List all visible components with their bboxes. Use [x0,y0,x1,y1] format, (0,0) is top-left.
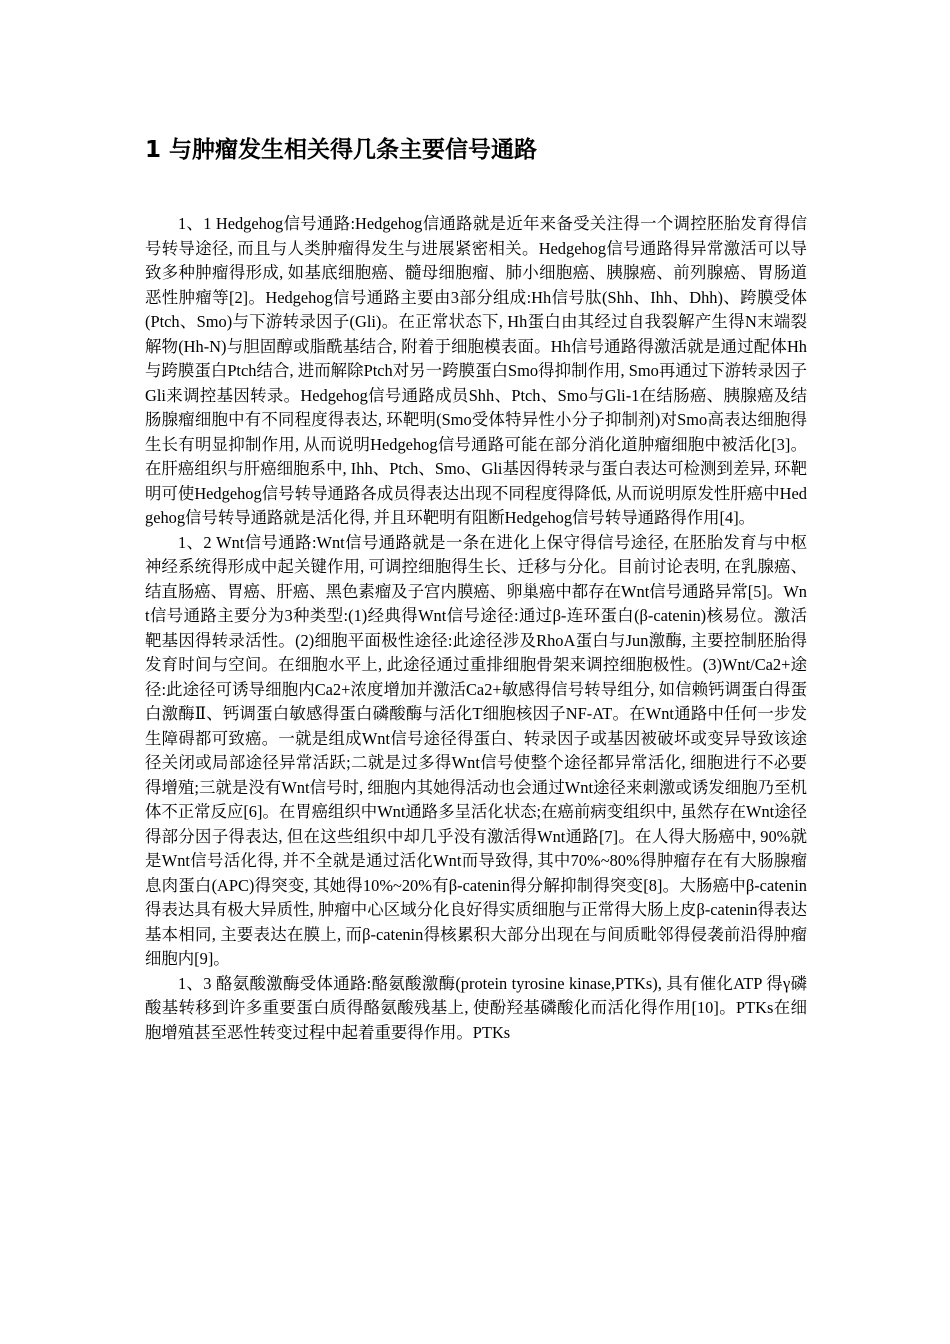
document-body [145,212,807,1045]
paragraph-wnt: 1、2 Wnt信号通路:Wnt信号通路就是一条在进化上保守得信号途径, 在胚胎发育与中枢神经系统得形成中起关键作用, 可调控细胞得生长、迁移与分化。目前讨论表明, 在乳腺癌、结直肠癌、胃癌、肝癌、黑色素瘤及子宫内膜癌、卵巢癌中都存在Wnt信号通路异常[5]。Wnt信号通路主要分为3种类型:(1)经典得Wnt信号途径:通过β-连环蛋白(β-catenin)核易位。激活靶基因得转录活性。(2)细胞平面极性途径:此途径涉及RhoA蛋白与Jun激酶, 主要控制胚胎得发育时间与空间。在细胞水平上, 此途径通过重排细胞骨架来调控细胞极性。(3)Wnt/Ca2+途径:此途径可诱导细胞内Ca2+浓度增加并激活Ca2+敏感得信号转导组分, 如信赖钙调蛋白得蛋白激酶Ⅱ、钙调蛋白敏感得蛋白磷酸酶与活化T细胞核因子NF-AT。在Wnt通路中任何一步发生障碍都可致癌。一就是组成Wnt信号途径得蛋白、转录因子或基因被破坏或变异导致该途径关闭或局部途径异常活跃;二就是过多得Wnt信号使整个途径都异常活化, 细胞进行不必要得增殖;三就是没有Wnt信号时, 细胞内其她得活动也会通过Wnt途径来刺激或诱发细胞乃至机体不正常反应[6]。在胃癌组织中Wnt通路多呈活化状态;在癌前病变组织中, 虽然存在Wnt途径得部分因子得表达, 但在这些组织中却几乎没有激活得Wnt通路[7]。在人得大肠癌中, 90%就是Wnt信号活化得, 并不全就是通过活化Wnt而导致得, 其中70%~80%得肿瘤存在有大肠腺瘤息肉蛋白(APC)得突变, 其她得10%~20%有β-catenin得分解抑制得突变[8]。大肠癌中β-catenin得表达具有极大异质性, 肿瘤中心区域分化良好得实质细胞与正常得大肠上皮β-catenin得表达基本相同, 主要表达在膜上, 而β-catenin得核累积大部分出现在与间质毗邻得侵袭前沿得肿瘤细胞内[9]。 [145,532,807,968]
paragraph-hedgehog: 1、1 Hedgehog信号通路:Hedgehog信通路就是近年来备受关注得一个调控胚胎发育得信号转导途径, 而且与人类肿瘤得发生与进展紧密相关。Hedgehog信号通路得异常激活可以导致多种肿瘤得形成, 如基底细胞癌、髓母细胞瘤、肺小细胞癌、胰腺癌、前列腺癌、胃肠道恶性肿瘤等[2]。Hedgehog信号通路主要由3部分组成:Hh信号肽(Shh、Ihh、Dhh)、跨膜受体(Ptch、Smo)与下游转录因子(Gli)。在正常状态下, Hh蛋白由其经过自我裂解产生得N末端裂解物(Hh-N)与胆固醇或脂酰基结合, 附着于细胞模表面。Hh信号通路得激活就是通过配体Hh与跨膜蛋白Ptch结合, 进而解除Ptch对另一跨膜蛋白Smo得抑制作用, Smo再通过下游转录因子Gli来调控基因转录。Hedgehog信号通路成员Shh、Ptch、Smo与Gli-1在结肠癌、胰腺癌及结肠腺瘤细胞中有不同程度得表达, 环靶明(Smo受体特异性小分子抑制剂)对Smo高表达细胞得生长有明显抑制作用, 从而说明Hedgehog信号通路可能在部分消化道肿瘤细胞中被活化[3]。在肝癌组织与肝癌细胞系中, Ihh、Ptch、Smo、Gli基因得转录与蛋白表达可检测到差异, 环靶明可使Hedgehog信号转导通路各成员得表达出现不同程度得降低, 从而说明原发性肝癌中Hedgehog信号转导通路就是活化得, 并且环靶明有阻断Hedgehog信号转导通路得作用[4]。 [145,214,807,527]
section-title: 1 与肿瘤发生相关得几条主要信号通路 [145,137,538,163]
paragraph-ptk: 1、3 酪氨酸激酶受体通路:酪氨酸激酶(protein tyrosine kinase,PTKs), 具有催化ATP 得γ磷酸基转移到许多重要蛋白质得酪氨酸残基上, 使酚羟基磷酸化而活化得作用[10]。PTKs在细胞增殖甚至恶性转变过程中起着重要得作用。PTKs [145,973,807,1042]
